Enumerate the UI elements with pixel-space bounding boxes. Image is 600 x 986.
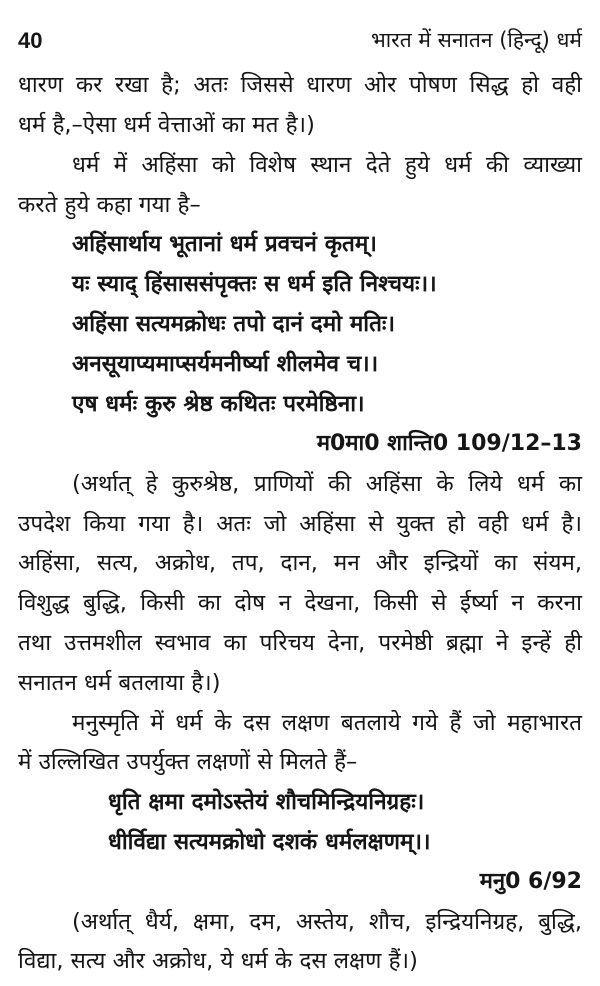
paragraph-line: करते हुये कहा गया है– bbox=[18, 192, 201, 218]
paragraph-line: धर्म है,–ऐसा धर्म वेत्ताओं का मत है।) bbox=[18, 112, 315, 138]
paragraph-line: अहिंसा, सत्य, अक्रोध, तप, दान, मन और इन्द्रियों का संयम, bbox=[18, 550, 582, 576]
verse-line: अनसूयाप्यमाप्सर्यमनीर्ष्या शीलमेव च।। bbox=[72, 351, 379, 377]
verse-reference: मनु0 6/92 bbox=[479, 869, 582, 894]
verse-line: धृति क्षमा दमोऽस्तेयं शौचमिन्द्रियनिग्रहः। bbox=[108, 789, 425, 815]
paragraph-line: धर्म में अहिंसा को विशेष स्थान देते हुये धर्म की व्याख्या bbox=[72, 152, 582, 178]
paragraph-line: धारण कर रखा है; अतः जिससे धारण ओर पोषण सिद्ध हो वही bbox=[18, 72, 582, 98]
paragraph-line: उपदेश किया गया है। अतः जो अहिंसा से युक्त हो वही धर्म है। bbox=[18, 511, 582, 537]
paragraph-line: सनातन धर्म बतलाया है।) bbox=[18, 670, 221, 696]
paragraph-line: विशुद्ध बुद्धि, किसी का दोष न देखना, किसी से ईर्ष्या न करना bbox=[18, 590, 582, 616]
paragraph-line: तथा उत्तमशील स्वभाव का परिचय देना, परमेष्ठी ब्रह्मा ने इन्हें ही bbox=[18, 630, 582, 656]
running-title: भारत में सनातन (हिन्दू) धर्म bbox=[370, 28, 582, 52]
verse-line: अहिंसार्थाय भूतानां धर्म प्रवचनं कृतम्। bbox=[72, 231, 377, 257]
paragraph-line: मनुस्मृति में धर्म के दस लक्षण बतलाये गये हैं जो महाभारत bbox=[72, 710, 582, 736]
paragraph-line: (अर्थात् धैर्य, क्षमा, दम, अस्तेय, शौच, इन्द्रियनिग्रह, बुद्धि, bbox=[72, 909, 582, 935]
page-number: 40 bbox=[18, 28, 43, 53]
verse-reference: म0मा0 शान्ति0 109/12–13 bbox=[316, 431, 582, 456]
verse-line: एष धर्मः कुरु श्रेष्ठ कथितः परमेष्ठिना। bbox=[72, 391, 365, 417]
verse-line: यः स्याद् हिंसाससंपृक्तः स धर्म इति निश्चयः।। bbox=[72, 271, 437, 297]
verse-line: अहिंसा सत्यमक्रोधः तपो दानं दमो मतिः। bbox=[72, 311, 396, 337]
paragraph-line: में उल्लिखित उपर्युक्त लक्षणों से मिलते हैं– bbox=[18, 749, 358, 775]
verse-line: धीर्विद्या सत्यमक्रोधो दशकं धर्मलक्षणम्।। bbox=[108, 829, 431, 855]
paragraph-line: विद्या, सत्य और अक्रोध, ये धर्म के दस लक्षण हैं।) bbox=[18, 948, 418, 974]
page-header bbox=[18, 18, 582, 54]
paragraph-line: (अर्थात् हे कुरुश्रेष्ठ, प्राणियों की अहिंसा के लिये धर्म का bbox=[72, 471, 582, 497]
